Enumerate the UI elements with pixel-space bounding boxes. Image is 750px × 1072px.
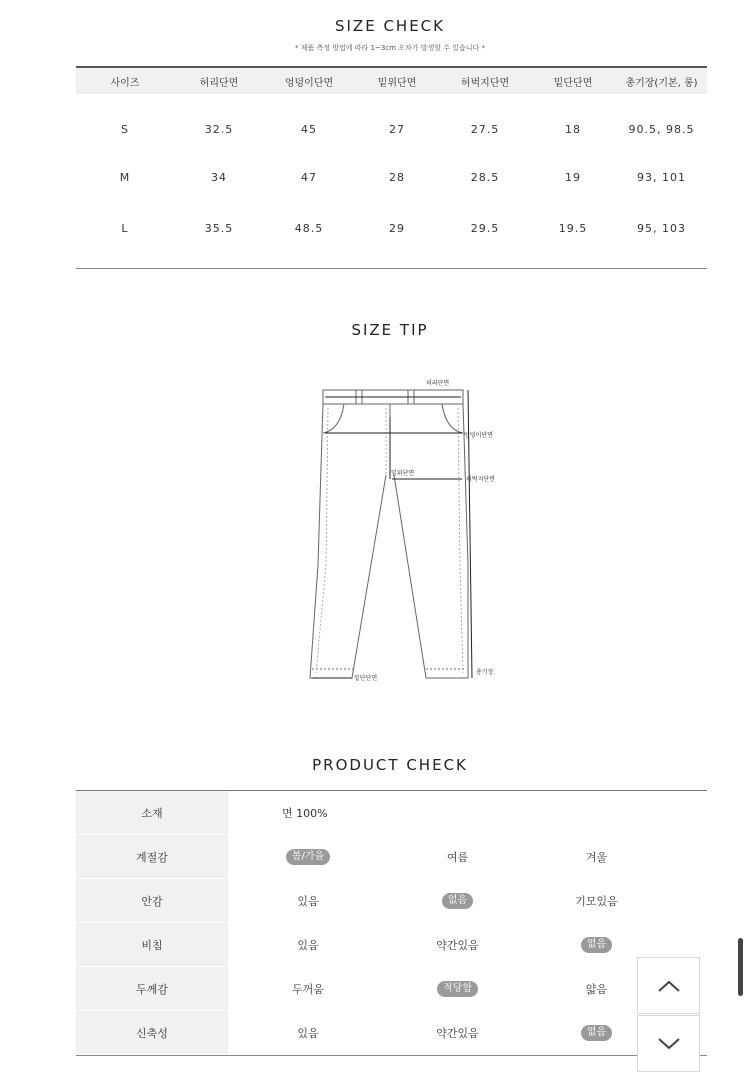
size-cell: 95, 103 (637, 222, 686, 235)
option-label: 있음 (297, 1027, 319, 1040)
size-cell: 28 (389, 171, 405, 184)
product-check-title: PRODUCT CHECK (312, 756, 468, 774)
size-cell: 48.5 (294, 222, 324, 235)
scroll-down-button[interactable] (637, 1015, 700, 1072)
size-cell: 19 (565, 171, 581, 184)
size-cell: 93, 101 (637, 171, 686, 184)
scrollbar-thumb[interactable] (738, 938, 743, 996)
size-header-cell: 사이즈 (110, 77, 140, 89)
chevron-up-icon (657, 979, 681, 993)
option-label: 약간있음 (436, 939, 479, 952)
size-table-bottom-rule (76, 268, 707, 269)
length-label: 총기장 (476, 669, 494, 676)
size-cell: M (119, 171, 131, 184)
selected-option-badge: 없음 (581, 1025, 612, 1041)
size-cell: 35.5 (204, 222, 234, 235)
option-label: 약간있음 (436, 1027, 479, 1040)
product-row-lining (76, 879, 707, 923)
size-cell: 34 (211, 171, 227, 184)
product-row-material (76, 791, 707, 835)
size-row-m (76, 171, 707, 184)
size-cell: 29 (389, 222, 405, 235)
product-row-label: 안감 (76, 879, 228, 923)
size-cell: 19.5 (558, 222, 588, 235)
size-row-l (76, 222, 707, 235)
size-header-cell: 밑단단면 (553, 77, 593, 89)
chevron-down-icon (657, 1037, 681, 1051)
size-cell: 18 (565, 123, 581, 136)
option-label: 겨울 (585, 851, 608, 864)
size-cell: 32.5 (204, 123, 234, 136)
size-cell: S (121, 123, 129, 136)
size-header-cell: 허벅지단면 (460, 77, 510, 89)
scroll-up-button[interactable] (637, 957, 700, 1014)
rise-label: 밑위단면 (391, 470, 415, 477)
size-row-s (76, 123, 707, 136)
size-header-cell: 총기장(기본, 롱) (625, 77, 698, 89)
size-cell: 28.5 (470, 171, 500, 184)
product-row-label: 소재 (76, 791, 228, 835)
option-label: 기모있음 (575, 895, 618, 908)
option-label: 있음 (297, 895, 319, 908)
material-value: 면 100% (282, 807, 328, 820)
product-row-label: 계절감 (76, 835, 228, 879)
product-table (76, 790, 707, 1056)
thigh-label: 허벅지단면 (466, 476, 495, 483)
selected-option-badge: 봄/가을 (286, 849, 330, 865)
size-cell: 90.5, 98.5 (628, 123, 695, 136)
selected-option-badge: 없음 (442, 893, 473, 909)
size-header-cell: 엉덩이단면 (284, 77, 334, 89)
size-cell: 47 (301, 171, 317, 184)
size-header-cell: 밑위단면 (377, 77, 417, 89)
size-cell: 45 (301, 123, 317, 136)
size-note: * 제품 측정 방법에 따라 1~3cm 오차가 발생할 수 있습니다 * (295, 44, 485, 52)
selected-option-badge: 없음 (581, 937, 612, 953)
option-label: 있음 (297, 939, 319, 952)
size-cell: 27 (389, 123, 405, 136)
product-row-stretch (76, 1011, 707, 1055)
product-row-label: 비침 (76, 923, 228, 967)
product-row-label: 신축성 (76, 1011, 228, 1055)
hip-label: 엉덩이단면 (464, 432, 493, 439)
size-tip-title: SIZE TIP (351, 321, 429, 339)
hem-label: 밑단단면 (354, 675, 378, 682)
size-cell: 29.5 (470, 222, 500, 235)
option-label: 얇음 (585, 983, 608, 996)
size-cell: 27.5 (470, 123, 500, 136)
product-row-sheerness (76, 923, 707, 967)
pants-diagram (300, 375, 520, 690)
size-check-title: SIZE CHECK (334, 17, 445, 35)
product-row-thickness (76, 967, 707, 1011)
option-label: 여름 (446, 851, 469, 864)
size-table (76, 66, 707, 235)
waist-label: 허리단면 (426, 380, 450, 387)
product-row-season (76, 835, 707, 879)
pants-outline-icon (300, 375, 520, 690)
size-cell: L (121, 222, 129, 235)
product-row-label: 두께감 (76, 967, 228, 1011)
size-table-header (76, 68, 707, 94)
product-table-bottom-rule (76, 1055, 707, 1056)
size-header-cell: 허리단면 (199, 77, 239, 89)
option-label: 두꺼움 (292, 983, 324, 996)
selected-option-badge: 적당함 (437, 981, 478, 997)
